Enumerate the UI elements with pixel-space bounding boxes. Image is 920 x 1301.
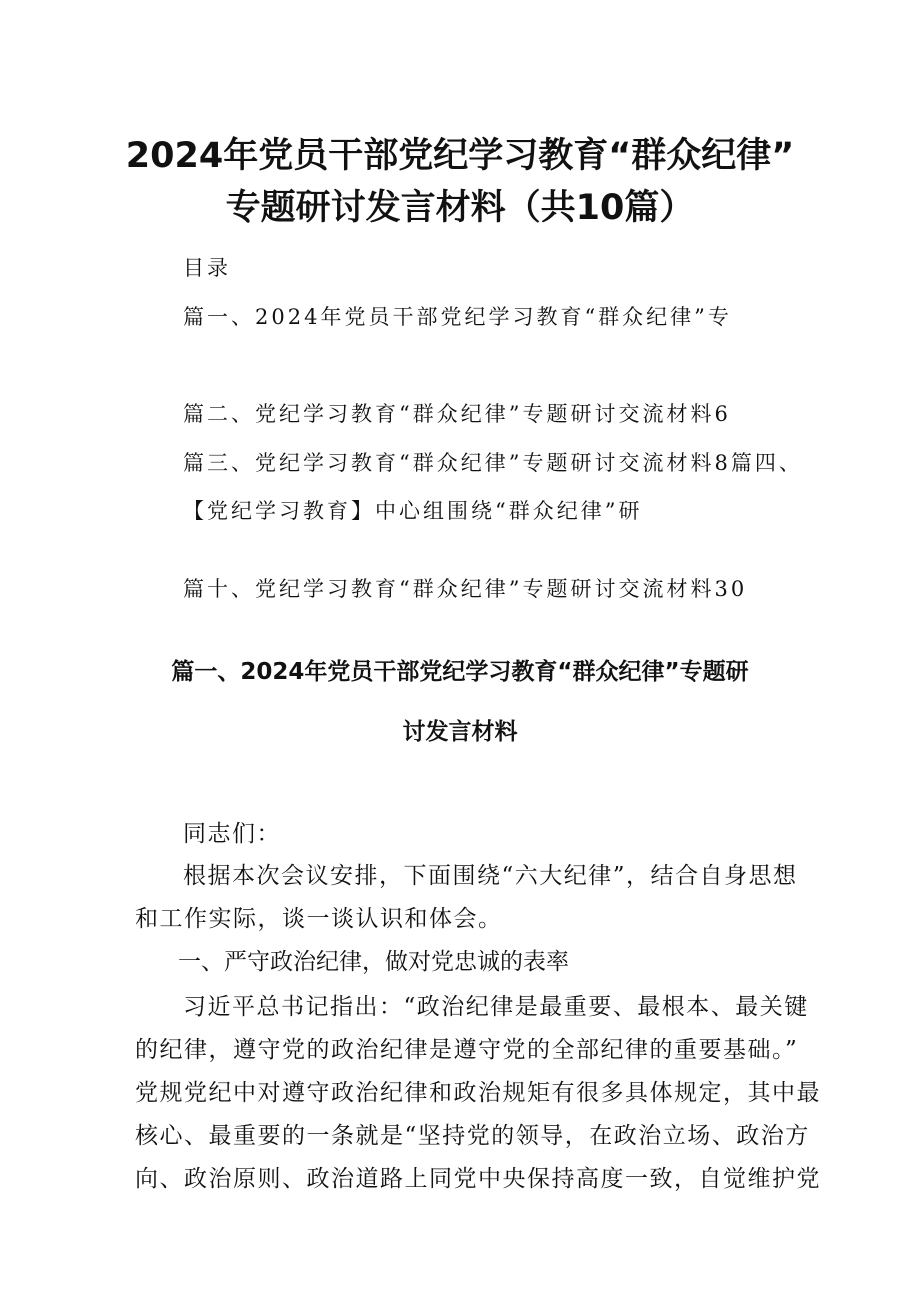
toc-heading: 目录 <box>183 256 231 280</box>
paragraph-1-line: 和工作实际，谈一谈认识和体会。 <box>135 906 503 932</box>
paragraph-1-line: 根据本次会议安排，下面围绕“六大纪律”，结合自身思想 <box>183 863 798 889</box>
section-heading-1: 一、严守政治纪律，做对党忠诚的表率 <box>178 949 569 975</box>
paragraph-2-line: 核心、最重要的一条就是“坚持党的领导，在政治立场、政治方 <box>135 1123 810 1149</box>
document-title-line2: 专题研讨发言材料（共10篇） <box>225 188 695 228</box>
toc-item-5: 篇十、党纪学习教育“群众纪律”专题研讨交流材料30 <box>183 577 748 601</box>
toc-item-2: 篇二、党纪学习教育“群众纪律”专题研讨交流材料6 <box>183 402 731 426</box>
section-title-line2: 讨发言材料 <box>402 719 518 745</box>
document-title-line1: 2024年党员干部党纪学习教育“群众纪律” <box>125 136 795 176</box>
salutation: 同志们： <box>183 821 281 847</box>
toc-item-3: 篇三、党纪学习教育“群众纪律”专题研讨交流材料8篇四、 <box>183 451 803 475</box>
toc-item-1: 篇一、2024年党员干部党纪学习教育“群众纪律”专 <box>183 305 732 329</box>
paragraph-2-line: 的纪律，遵守党的政治纪律是遵守党的全部纪律的重要基础。” <box>135 1037 799 1063</box>
paragraph-2-line: 向、政治原则、政治道路上同党中央保持高度一致，自觉维护党 <box>135 1166 821 1192</box>
toc-item-4: 【党纪学习教育】中心组围绕“群众纪律”研 <box>183 499 643 523</box>
section-title-line1: 篇一、2024年党员干部党纪学习教育“群众纪律”专题研 <box>171 659 749 685</box>
paragraph-2-line: 党规党纪中对遵守政治纪律和政治规矩有很多具体规定，其中最 <box>135 1080 821 1106</box>
paragraph-2-line: 习近平总书记指出：“政治纪律是最重要、最根本、最关键 <box>183 994 809 1020</box>
